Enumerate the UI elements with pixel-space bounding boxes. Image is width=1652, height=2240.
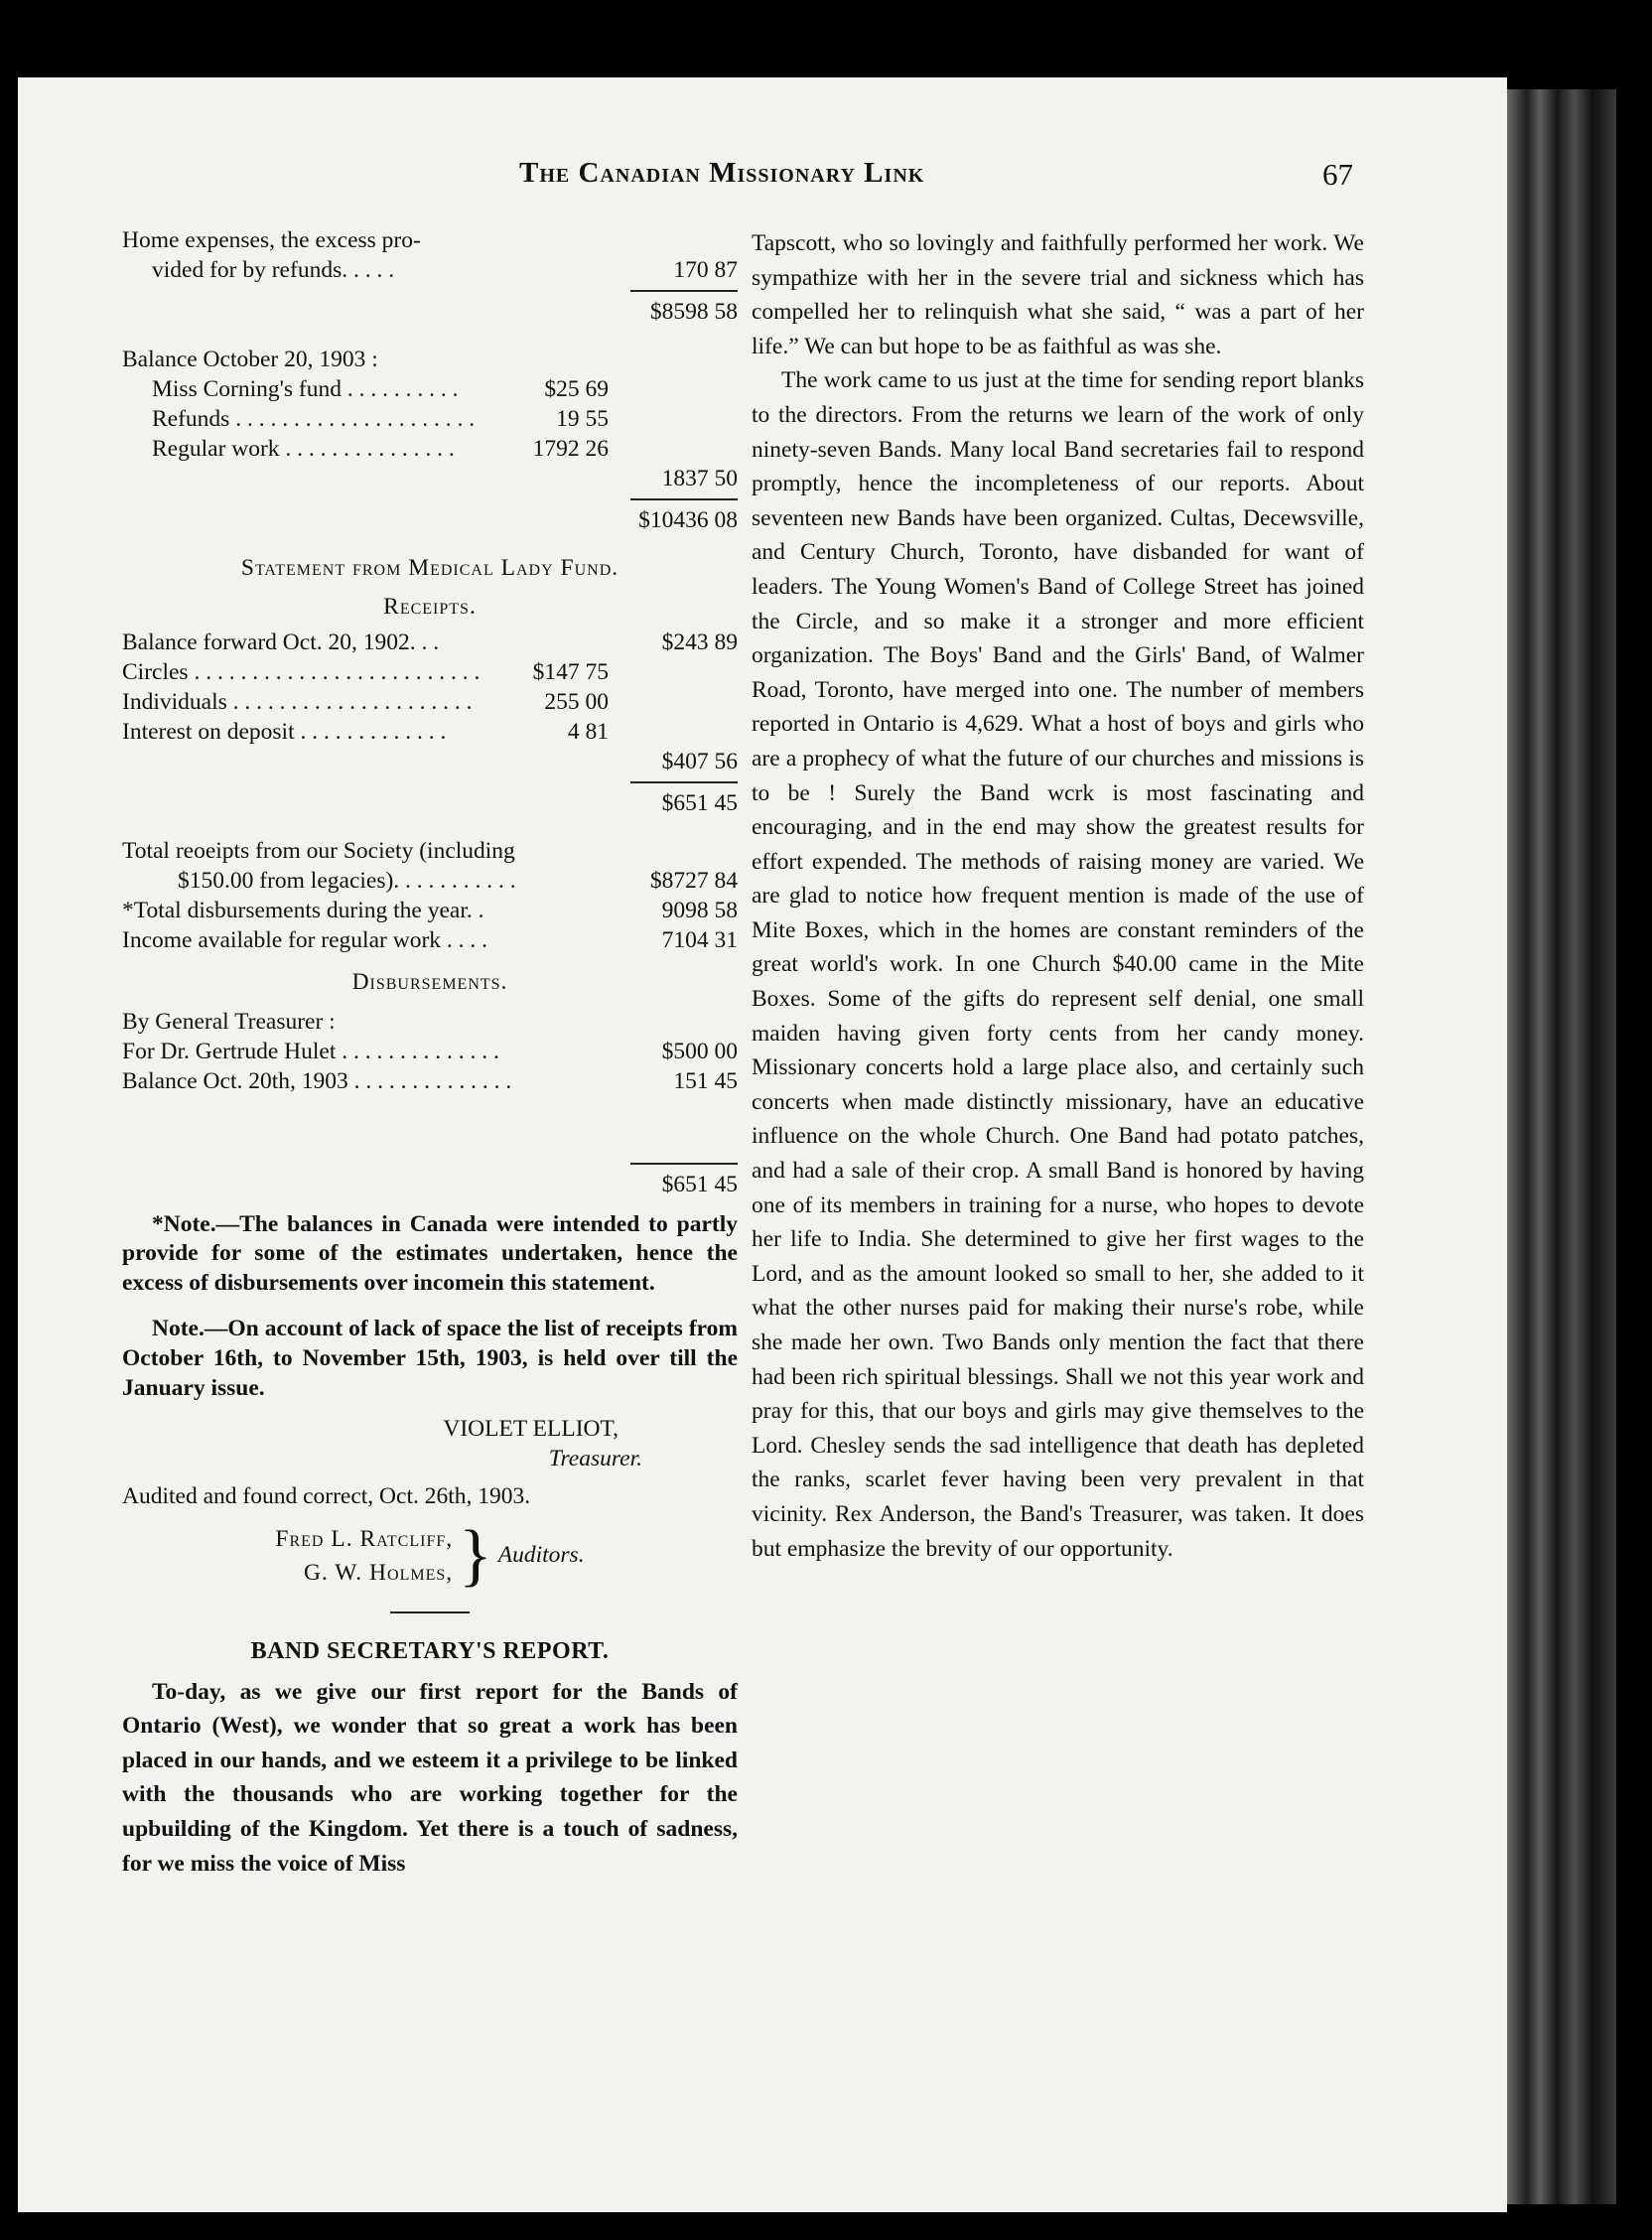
balance-total-amount: 1837 50	[661, 465, 738, 491]
signature-title: Treasurer.	[548, 1446, 642, 1472]
receipt-forward-label: Balance forward Oct. 20, 1902. . .	[122, 630, 440, 656]
disb-heading: By General Treasurer :	[122, 1008, 336, 1035]
balance-item-label: Miss Corning's fund . . . . . . . . . .	[152, 375, 459, 402]
disbursements-title: Disbursements.	[351, 968, 508, 995]
balance-item-row	[122, 435, 738, 465]
disb-total-row	[122, 1171, 738, 1200]
balance-item-label: Refunds . . . . . . . . . . . . . . . . . . . . .	[152, 405, 476, 432]
section-title: BAND SECRETARY'S REPORT.	[250, 1637, 610, 1664]
disb-item-label: Balance Oct. 20th, 1903 . . . . . . . . . . . . . .	[122, 1067, 512, 1094]
receipt-item-row	[122, 718, 738, 748]
summary-line1: Total reoeipts from our Society (including	[122, 838, 515, 865]
brace: }	[459, 1516, 492, 1594]
auditors-label: Auditors.	[497, 1541, 585, 1568]
running-head: The Canadian Missionary Link	[519, 157, 925, 189]
receipt-forward-row	[122, 629, 738, 658]
balance-item-label: Regular work . . . . . . . . . . . . . . .	[152, 435, 455, 462]
grand-total-amount: $10436 08	[638, 506, 738, 533]
statement-title: Statement from Medical Lady Fund.	[240, 554, 620, 581]
left-column	[122, 226, 738, 1881]
balance-item-amount: 19 55	[556, 405, 609, 432]
receipt-item-label: Individuals . . . . . . . . . . . . . . . . . . . . .	[122, 689, 473, 716]
rule	[630, 498, 738, 500]
rule	[630, 290, 738, 292]
book-spine	[1507, 89, 1616, 2204]
receipts-total-amount: $651 45	[661, 790, 738, 817]
summary-amount: 9098 58	[661, 897, 738, 923]
balance-item-amount: $25 69	[544, 375, 609, 402]
receipt-item-row	[122, 658, 738, 688]
disb-item-label: For Dr. Gertrude Hulet . . . . . . . . . . . . . .	[122, 1038, 499, 1064]
summary-amount: $8727 84	[649, 867, 738, 894]
disb-total-amount: $651 45	[661, 1171, 738, 1197]
home-expenses-row	[122, 256, 738, 286]
receipt-item-amount: 255 00	[544, 689, 609, 716]
report-paragraph: The work came to us just at the time for sending report blanks to the directors. From the returns we learn of the work of only ninety-seven Bands. Many local Band secretaries fail to respond promptly, hence the incompleteness of our reports. About seventeen new Bands have been organized. Cultas, Decewsville, and Century Church, Toronto, have disbanded for want of leaders. The Young Women's Band of College Street has joined the Circle, and so make it a stronger and more efficient organization. The Boys' Band and the Girls' Band, of Walmer Road, Toronto, have merged into one. The number of members reported in Ontario is 4,629. What a host of boys and girls who are a prophecy of what the future of our churches and missions is to be ! Surely the Band wcrk is most fascinating and encouraging, and in the end may show the greatest results for effort expended. The methods of raising money are varied. We are glad to notice how frequent mention is made of the use of Mite Boxes, which in the homes are constant reminders of the great world's work. In one Church $40.00 came in the Mite Boxes. Some of the gifts do represent self denial, one small maiden having given forty cents from her candy money. Missionary concerts hold a large place also, and certainly such concerts when made distinctly missionary, have an educative influence on the whole Church. One Band had potato patches, and had a sale of their crop. A small Band is honored by having one of its members in training for a nurse, who hopes to devote her life to India. She determined to give her first wages to the Lord, and as the amount looked so small to her, she added to it what the other nurses paid for making their nurse's robe, while she made her own. Two Bands only mention the fact that there had been rich spiritual blessings. Shall we not this year work and pray for this, that our boys and girls may give themselves to the Lord. Chesley sends the sad intelligence that death has depleted the ranks, scarlet fever having been very prevalent in that vicinity. Rex Anderson, the Band's Treasurer, was taken. It does but emphasize the brevity of our opportunity.	[752, 367, 1364, 1562]
signature-name: VIOLET ELLIOT,	[443, 1416, 619, 1443]
disb-item-row	[122, 1067, 738, 1097]
receipt-item-row	[122, 688, 738, 718]
grand-total-row	[122, 506, 738, 536]
receipt-item-amount: $147 75	[532, 659, 609, 686]
report-paragraph: Tapscott, who so lovingly and faithfully performed her work. We sympathize with her in the severe trial and sickness which has compelled her to relinquish what she said, “ was a part of her life.” We can but hope to be as faithful as was she.	[752, 230, 1364, 359]
summary-label: $150.00 from legacies). . . . . . . . . . .	[178, 867, 516, 894]
home-expenses-line2: vided for by refunds. . . . .	[152, 256, 395, 283]
disb-item-amount: 151 45	[673, 1067, 738, 1094]
receipts-total-row	[122, 789, 738, 819]
balance-item-row	[122, 405, 738, 435]
note-paragraph: *Note.—The balances in Canada were intended to partly provide for some of the estimates undertaken, hence the excess of disbursements over incomein this statement.	[122, 1210, 738, 1297]
balance-heading: Balance October 20, 1903 :	[122, 346, 378, 372]
note-paragraph: Note.—On account of lack of space the list of receipts from October 16th, to November 15th, 1903, is held over till the January issue.	[122, 1315, 738, 1401]
receipt-forward-amount: $243 89	[661, 630, 738, 656]
band-report-paragraph: To-day, as we give our first report for the Bands of Ontario (West), we wonder that so great a work has been placed in our hands, and we esteem it a privilege to be linked with the thousands who are working together for the upbuilding of the Kingdom. Yet there is a touch of sadness, for we miss the voice of Miss	[122, 1678, 738, 1877]
home-expenses-line1: Home expenses, the excess pro-	[122, 227, 421, 253]
summary-row	[122, 867, 738, 897]
summary-amount: 7104 31	[661, 926, 738, 953]
receipts-title: Receipts.	[383, 594, 477, 621]
receipts-sum-row	[122, 748, 738, 777]
audited-line: Audited and found correct, Oct. 26th, 1903.	[122, 1482, 531, 1509]
balance-item-amount: 1792 26	[532, 435, 609, 462]
auditor-name: Fred L. Ratcliff,	[275, 1525, 454, 1552]
receipts-sum-amount: $407 56	[661, 749, 738, 775]
subtotal-row	[122, 298, 738, 328]
disb-item-amount: $500 00	[661, 1038, 738, 1064]
receipt-item-label: Circles . . . . . . . . . . . . . . . . . . . . . . . . .	[122, 659, 481, 686]
right-column	[752, 226, 1364, 1566]
receipt-item-amount: 4 81	[567, 719, 609, 746]
summary-row	[122, 897, 738, 926]
summary-row	[122, 926, 738, 956]
receipt-item-label: Interest on deposit . . . . . . . . . . . . .	[122, 719, 447, 746]
auditor-name: G. W. Holmes,	[303, 1559, 454, 1586]
rule	[630, 781, 738, 783]
auditor-names	[275, 1522, 453, 1590]
rule	[630, 1163, 738, 1165]
summary-label: Income available for regular work . . . .	[122, 926, 488, 953]
section-divider	[390, 1611, 470, 1613]
subtotal-amount: $8598 58	[649, 298, 738, 325]
page-number: 67	[1322, 157, 1353, 192]
home-expenses-amount: 170 87	[673, 256, 738, 283]
page-header	[18, 157, 1507, 207]
disb-item-row	[122, 1038, 738, 1067]
balance-item-row	[122, 375, 738, 405]
auditors-block	[122, 1516, 738, 1594]
book-page	[18, 77, 1507, 2212]
summary-label: *Total disbursements during the year. .	[122, 897, 484, 923]
balance-total-row	[122, 465, 738, 494]
